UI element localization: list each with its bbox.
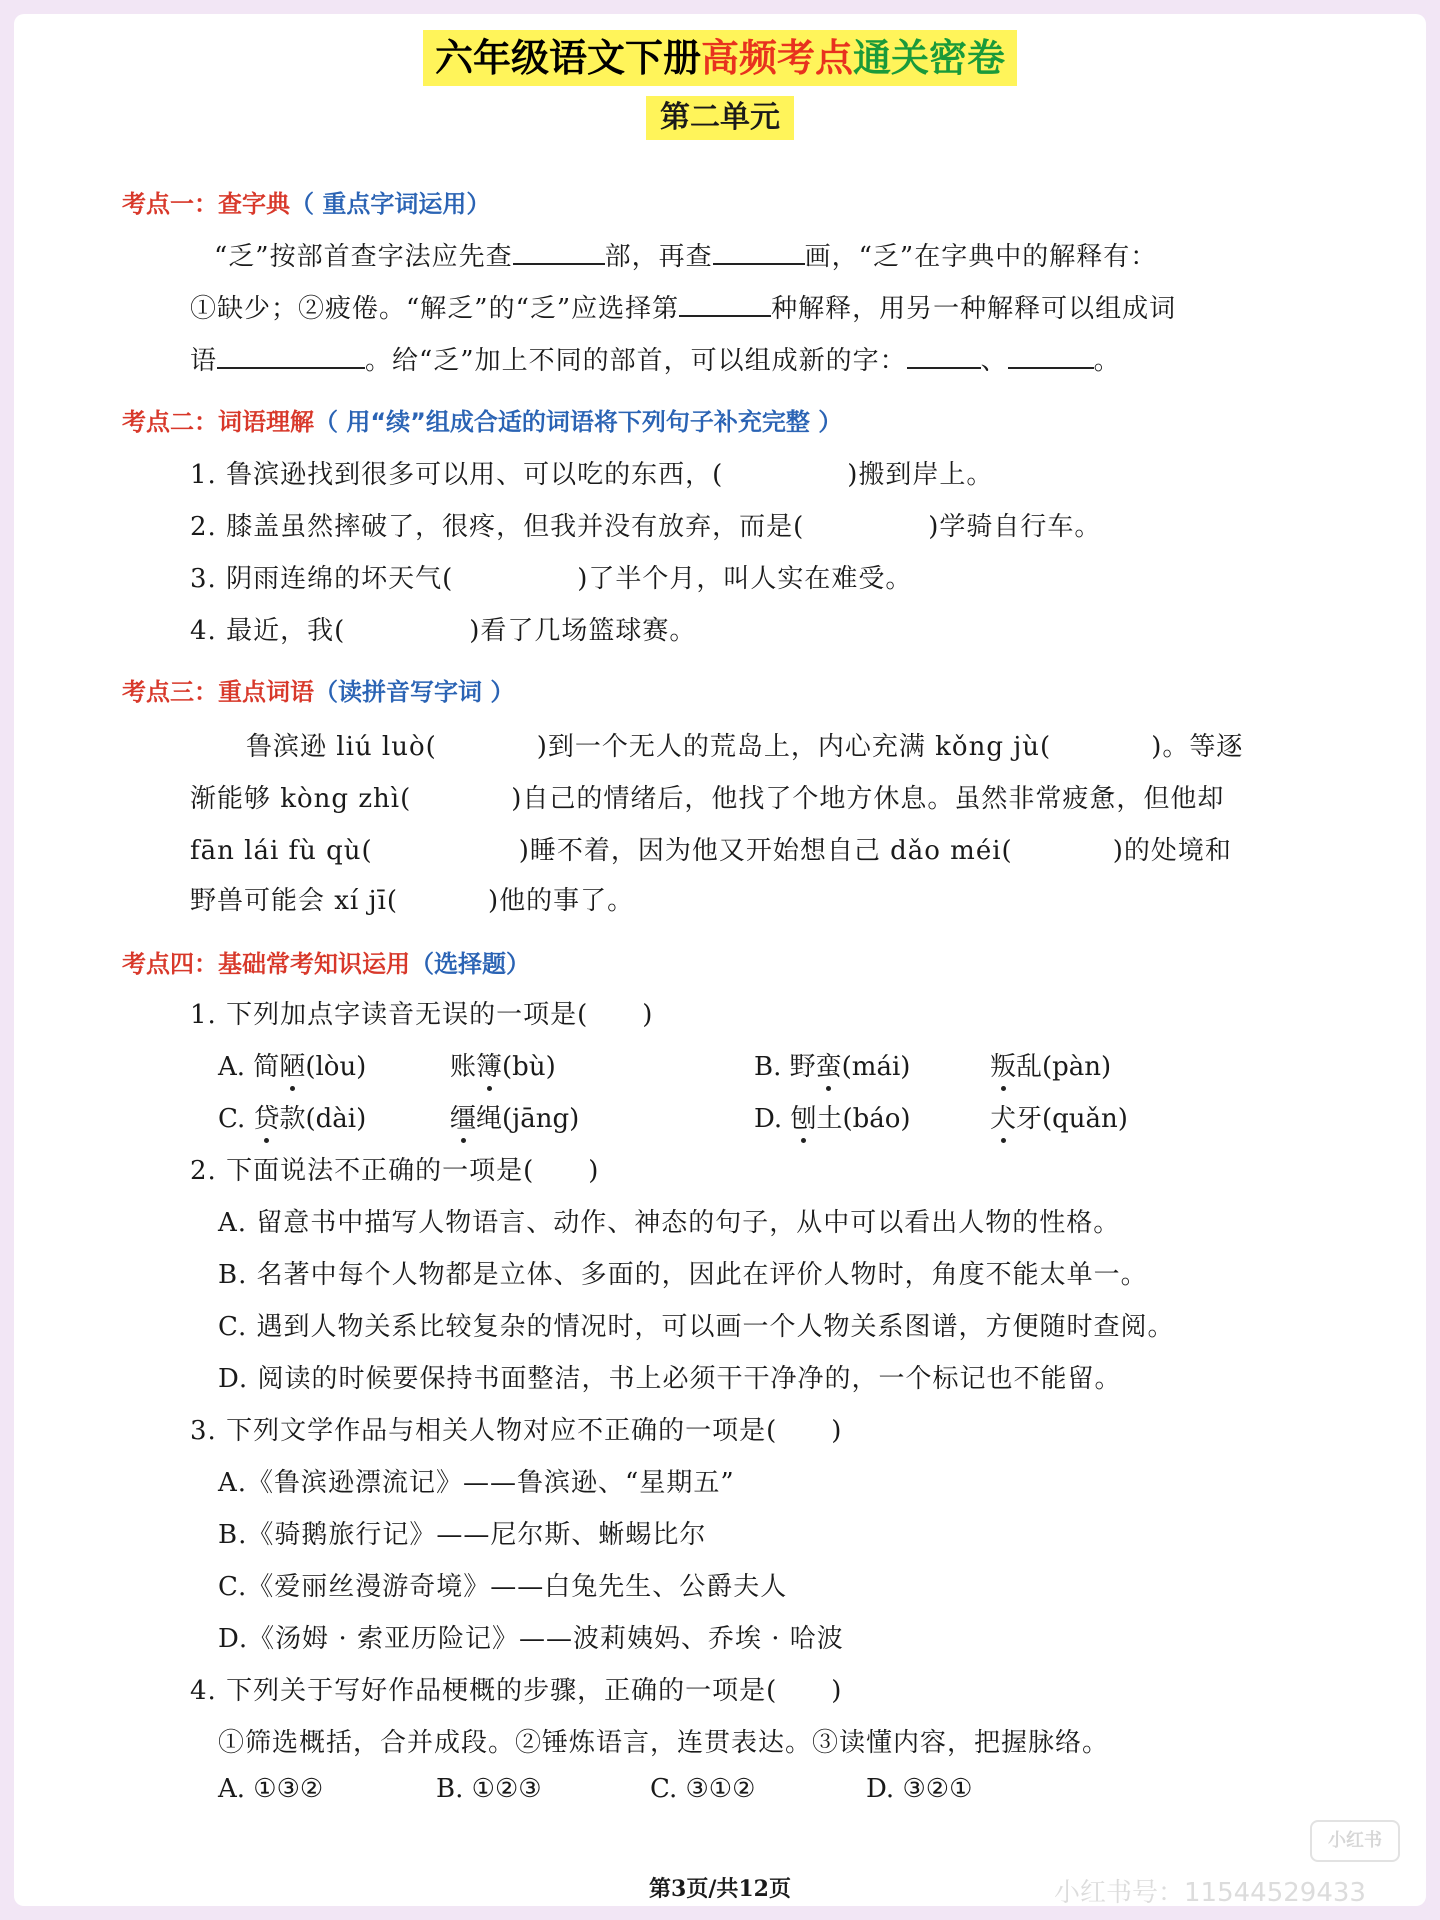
q1-option-b1: B. 野蛮(mái) — [754, 1046, 910, 1083]
q4-option-a: A. ①③② — [218, 1774, 324, 1804]
q4-steps: ①筛选概括，合并成段。②锤炼语言，连贯表达。③读懂内容，把握脉络。 — [218, 1728, 1110, 1758]
s2-question-2: 2. 膝盖虽然摔破了，很疼，但我并没有放弃，而是( )学骑自行车。 — [190, 512, 1102, 542]
section-1-heading: 考点一：查字典（ 重点字词运用） — [122, 190, 491, 218]
watermark: 小红书号：11544529433 — [1054, 1878, 1366, 1908]
q3-option-a: A.《鲁滨逊漂流记》——鲁滨逊、“星期五” — [218, 1468, 735, 1498]
s2-question-1: 1. 鲁滨逊找到很多可以用、可以吃的东西，( )搬到岸上。 — [190, 460, 994, 490]
q4-option-c: C. ③①② — [650, 1774, 756, 1804]
q4-option-d: D. ③②① — [866, 1774, 973, 1804]
q2-option-b: B. 名著中每个人物都是立体、多面的，因此在评价人物时，角度不能太单一。 — [218, 1260, 1148, 1290]
q2-option-c: C. 遇到人物关系比较复杂的情况时，可以画一个人物关系图谱，方便随时查阅。 — [218, 1312, 1175, 1342]
s3-line-2: 渐能够 kòng zhì( )自己的情绪后，他找了个地方休息。虽然非常疲惫，但他却 — [190, 784, 1225, 814]
q1-option-d1: D. 刨土(báo) — [754, 1098, 911, 1135]
worksheet-page — [14, 14, 1426, 1906]
s2-question-4: 4. 最近，我( )看了几场篮球赛。 — [190, 616, 697, 646]
xiaohongshu-logo: 小红书 — [1310, 1820, 1400, 1862]
s3-line-1: 鲁滨逊 liú luò( )到一个无人的荒岛上，内心充满 kǒng jù( )。等逐 — [246, 732, 1244, 762]
s1-line-3: 语 。给“乏”加上不同的部首，可以组成新的字： 、 。 — [190, 346, 1121, 376]
q1-option-a2: 账簿(bù) — [450, 1046, 556, 1083]
s4-question-2: 2. 下面说法不正确的一项是( ) — [190, 1156, 600, 1186]
s1-line-1: “乏”按部首查字法应先查 部，再查 画，“乏”在字典中的解释有： — [214, 242, 1158, 272]
q2-option-d: D. 阅读的时候要保持书面整洁，书上必须干干净净的，一个标记也不能留。 — [218, 1364, 1122, 1394]
s4-question-4: 4. 下列关于写好作品梗概的步骤，正确的一项是( ) — [190, 1676, 843, 1706]
s3-line-3: fān lái fù qù( )睡不着，因为他又开始想自己 dǎo méi( )的处境和 — [190, 836, 1232, 866]
q1-option-d2: 犬牙(quǎn) — [990, 1098, 1128, 1135]
s1-line-2: ①缺少；②疲倦。“解乏”的“乏”应选择第 种解释，用另一种解释可以组成词 — [190, 294, 1177, 324]
q3-option-c: C.《爱丽丝漫游奇境》——白兔先生、公爵夫人 — [218, 1572, 788, 1602]
q1-option-c2: 缰绳(jāng) — [450, 1098, 579, 1135]
unit-title: 第二单元 — [646, 96, 794, 140]
page-title: 六年级语文下册高频考点通关密卷 — [423, 30, 1017, 86]
q1-option-a1: A. 简陋(lòu) — [218, 1046, 366, 1083]
section-2-heading: 考点二：词语理解（ 用“续”组成合适的词语将下列句子补充完整 ） — [122, 408, 843, 436]
q3-option-d: D.《汤姆 · 索亚历险记》——波莉姨妈、乔埃 · 哈波 — [218, 1624, 844, 1654]
s2-question-3: 3. 阴雨连绵的坏天气( )了半个月，叫人实在难受。 — [190, 564, 913, 594]
section-4-heading: 考点四：基础常考知识运用（选择题） — [122, 950, 530, 978]
section-3-heading: 考点三：重点词语（读拼音写字词 ） — [122, 678, 515, 706]
q3-option-b: B.《骑鹅旅行记》——尼尔斯、蜥蜴比尔 — [218, 1520, 707, 1550]
s4-question-1: 1. 下列加点字读音无误的一项是( ) — [190, 1000, 654, 1030]
q1-option-c1: C. 贷款(dài) — [218, 1098, 366, 1135]
q1-option-b2: 叛乱(pàn) — [990, 1046, 1111, 1083]
q2-option-a: A. 留意书中描写人物语言、动作、神态的句子，从中可以看出人物的性格。 — [218, 1208, 1121, 1238]
s4-question-3: 3. 下列文学作品与相关人物对应不正确的一项是( ) — [190, 1416, 843, 1446]
q4-option-b: B. ①②③ — [436, 1774, 542, 1804]
page-number: 第3页/共12页 — [649, 1876, 791, 1902]
s3-line-4: 野兽可能会 xí jī( )他的事了。 — [190, 886, 635, 916]
